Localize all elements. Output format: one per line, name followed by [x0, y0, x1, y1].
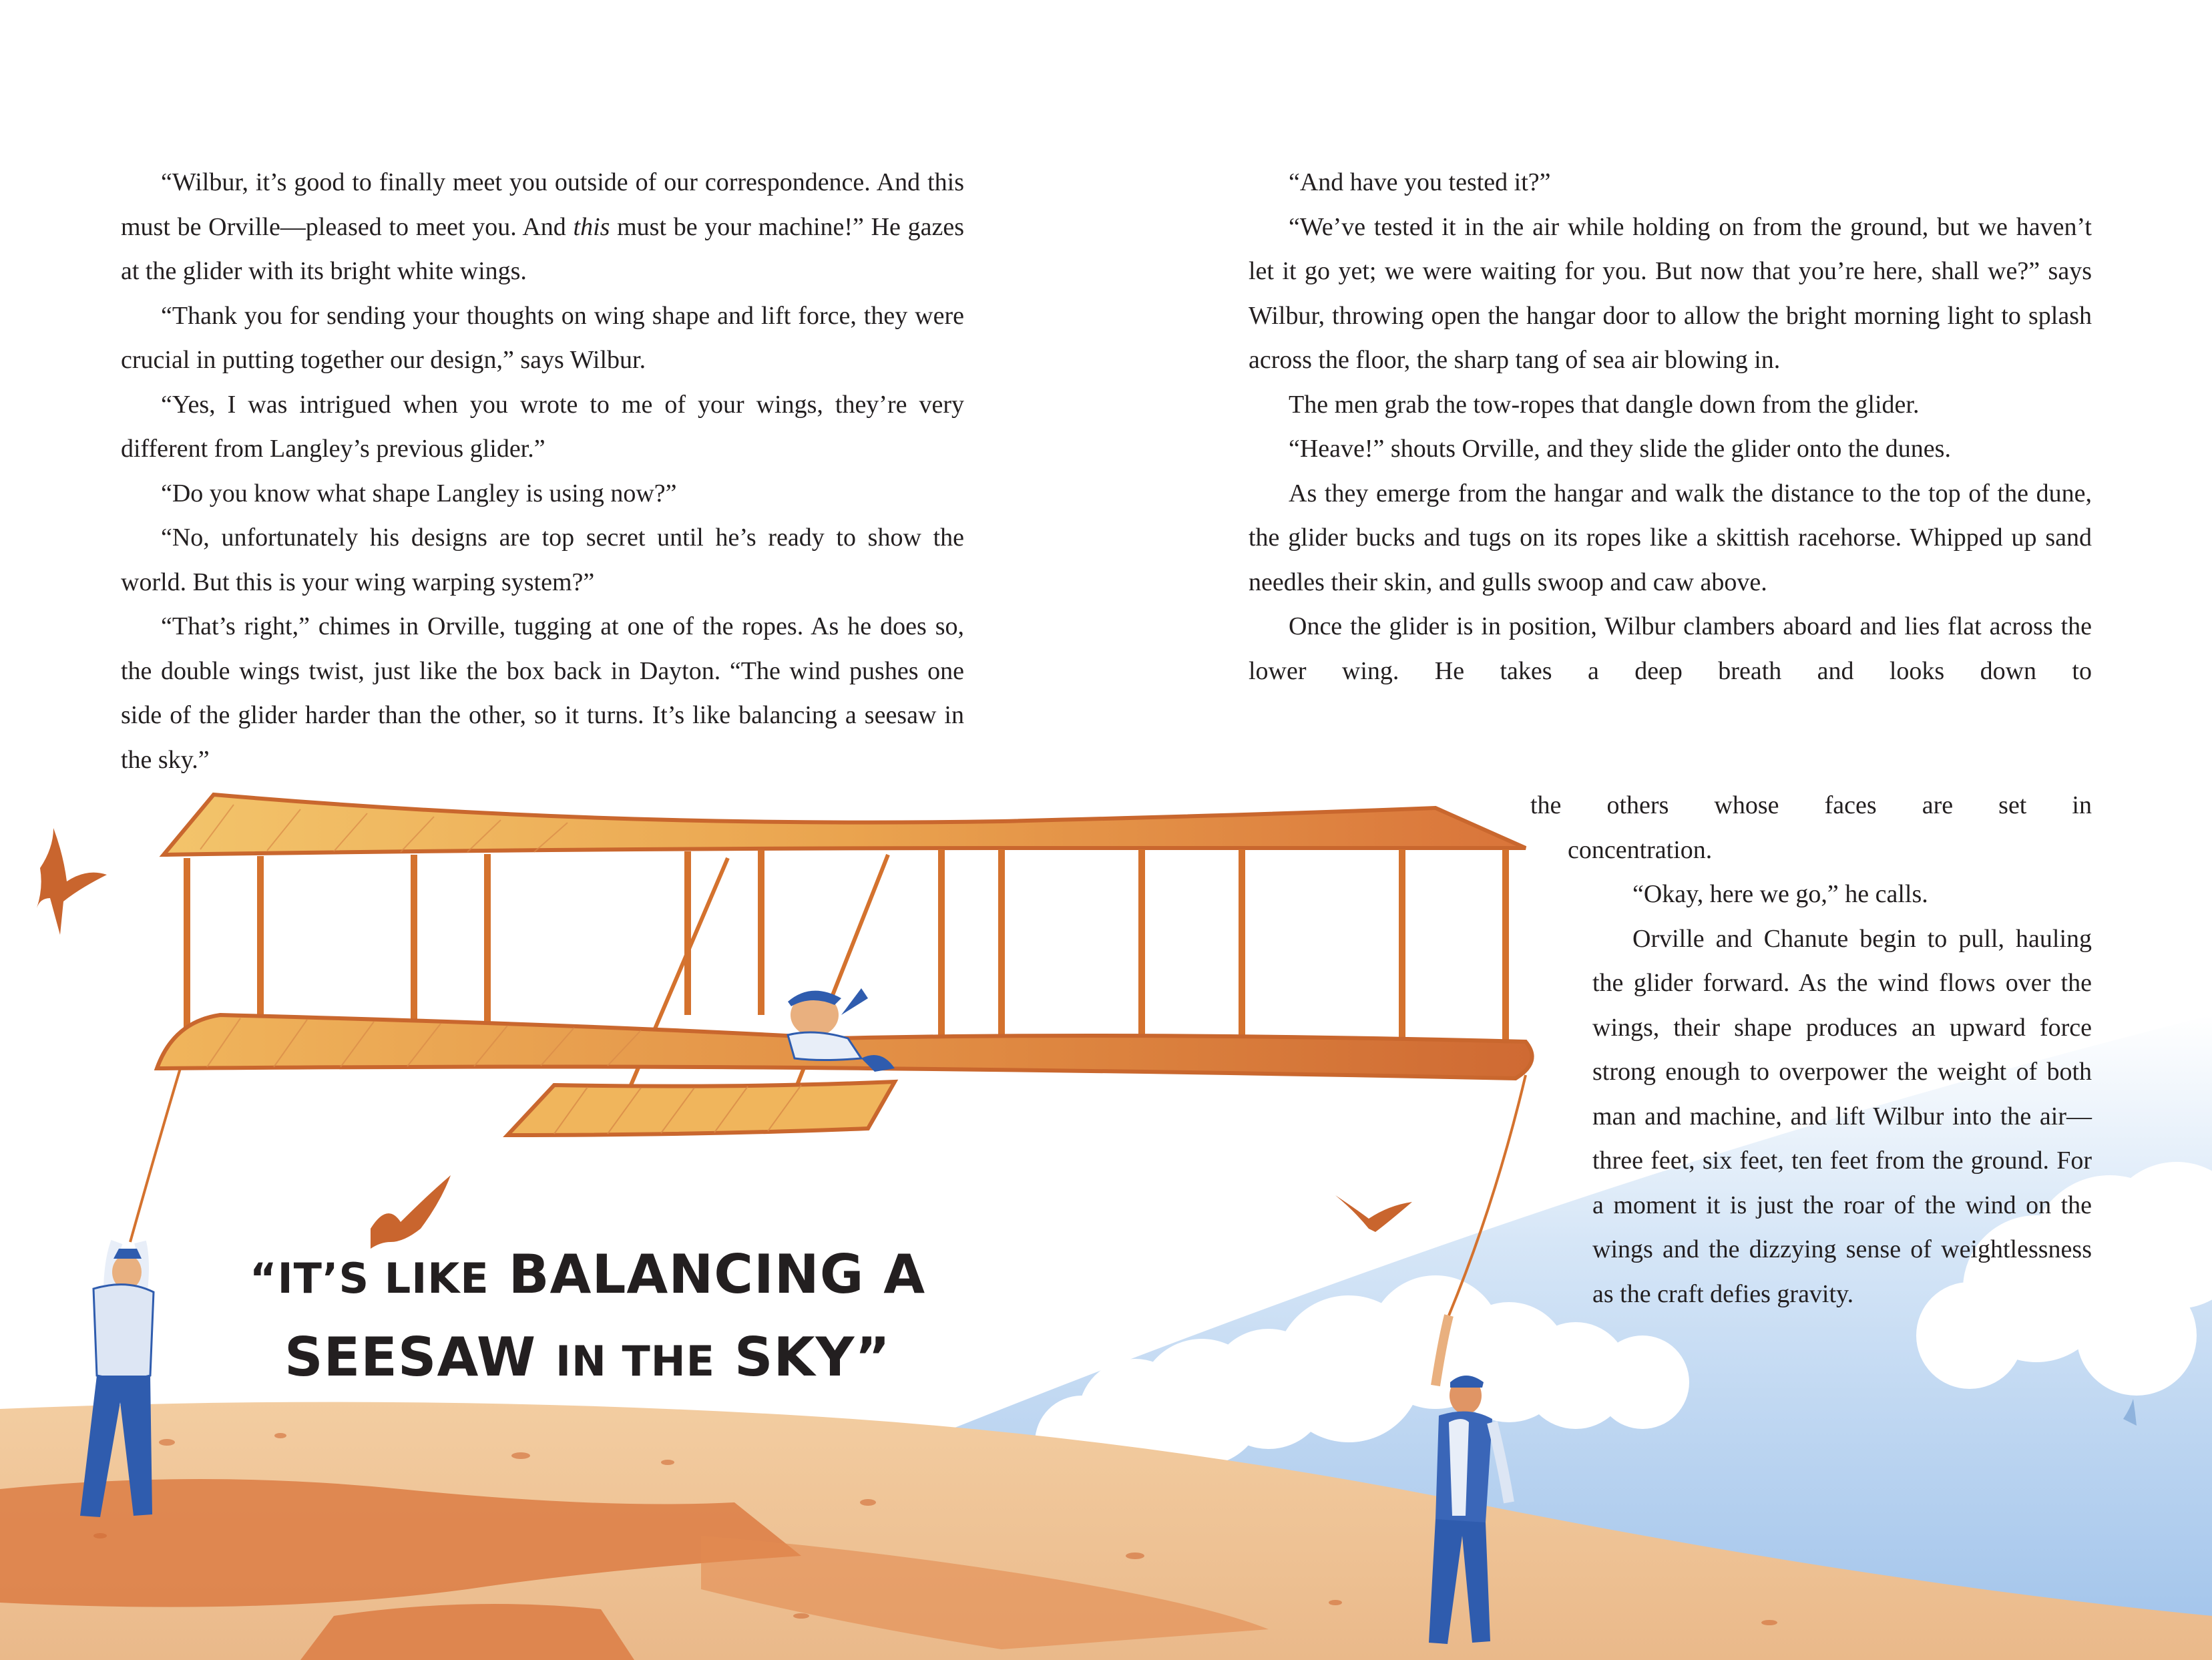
paragraph: As they emerge from the hangar and walk the distance to the top of the dune, the glider bucks and tugs on its ropes like a skittish racehorse. Whipped up sand needles their skin, and gulls swoop and caw above. [1249, 479, 2092, 596]
paragraph: “That’s right,” chimes in Orville, tugging at one of the ropes. As he does so, the double wings twist, just like the box back in Dayton. “The wind pushes one side of the glider harder than the other, so it turns. It’s like balancing a seesaw in the sky.” [121, 612, 964, 774]
paragraph: “Wilbur, it’s good to finally meet you outside of our correspondence. And this must be Orville—pleased to meet you. And this must be your machine!” He gazes at the glider with its bright white wings. [121, 168, 964, 285]
pull-quote-line-2 [220, 1318, 955, 1401]
paragraph: The men grab the tow-ropes that dangle down from the glider. [1289, 390, 1920, 419]
left-text-column [121, 160, 964, 782]
pull-quote-large-text: SEESAW [284, 1326, 537, 1388]
right-text-narrow-column [1592, 872, 2092, 1316]
paragraph: “Okay, here we go,” he calls. [1632, 880, 1928, 908]
pull-quote-large-text: SKY” [734, 1326, 891, 1388]
pilot-figure [788, 988, 895, 1072]
right-text-column [1249, 160, 2092, 693]
paragraph: “Do you know what shape Langley is using now?” [161, 479, 677, 507]
right-text-wrap-line [1568, 828, 2092, 873]
right-text-wrap-line [1530, 783, 2092, 828]
pull-quote-small-text: IN THE [555, 1337, 716, 1386]
paragraph: Orville and Chanute begin to pull, hauling the glider forward. As the wind flows over the wings, their shape produces an upward force strong enough to overpower the weight of both man and machine, and lift Wilbur into the air—three feet, six feet, ten feet from the ground. For a moment it is just the roar of the wind on the wings and the dizzying sense of weightlessness as the craft defies gravity. [1592, 924, 2092, 1308]
pull-quote-large-text: BALANCING A [508, 1243, 926, 1305]
pull-quote [220, 1235, 955, 1401]
paragraph: Once the glider is in position, Wilbur clambers aboard and lies flat across the lower wing. He takes a deep breath and looks down to [1249, 612, 2092, 685]
paragraph: “We’ve tested it in the air while holding on from the ground, but we haven’t let it go yet; we were waiting for you. But now that you’re here, shall we?” says Wilbur, throwing open the hangar door to allow the bright morning light to splash across the floor, the sharp tang of sea air blowing in. [1249, 212, 2092, 374]
paragraph: “Yes, I was intrigued when you wrote to me of your wings, they’re very different from Langley’s previous glider.” [121, 390, 964, 463]
pull-quote-line-1 [220, 1235, 955, 1318]
paragraph: “Heave!” shouts Orville, and they slide the glider onto the dunes. [1289, 435, 1951, 463]
paragraph: “Thank you for sending your thoughts on wing shape and lift force, they were crucial in putting together our design,” says Wilbur. [121, 301, 964, 374]
emphasis: this [573, 212, 610, 241]
paragraph-continuation: concentration. [1568, 836, 1713, 864]
paragraph: “And have you tested it?” [1289, 168, 1551, 196]
paragraph: “No, unfortunately his designs are top secret until he’s ready to show the world. But this is your wing warping system?” [121, 524, 964, 596]
pull-quote-small-text: “IT’S LIKE [249, 1254, 489, 1303]
glider [157, 795, 1532, 1135]
paragraph-continuation: the others whose faces are set in [1530, 791, 2092, 819]
